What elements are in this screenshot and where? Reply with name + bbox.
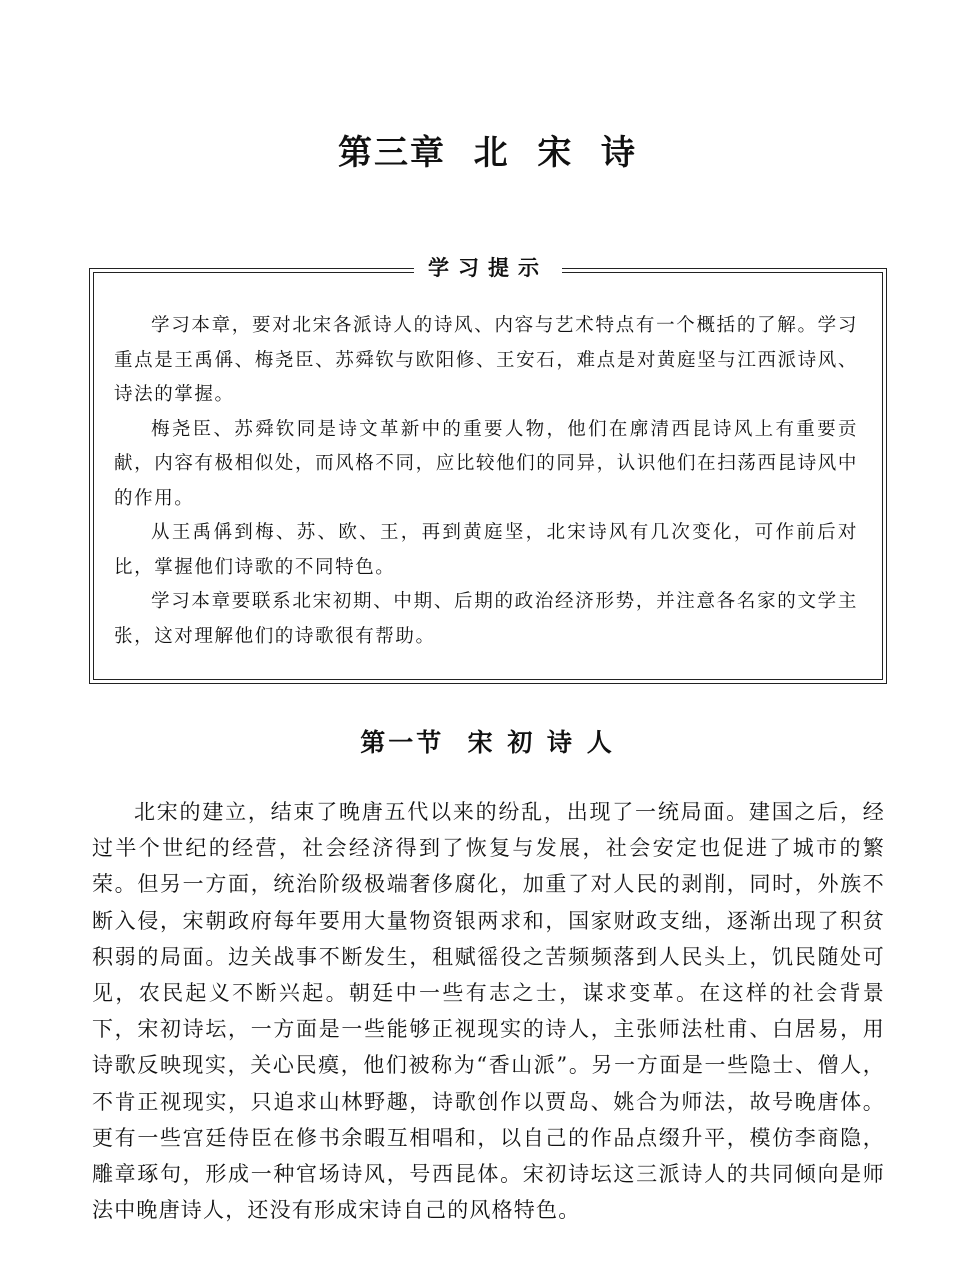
tips-paragraph: 学习本章，要对北宋各派诗人的诗风、内容与艺术特点有一个概括的了解。学习重点是王禹偁、梅尧臣、苏舜钦与欧阳修、王安石，难点是对黄庭坚与江西派诗风、诗法的掌握。 (114, 315, 858, 405)
body-paragraph: 北宋的建立，结束了晚唐五代以来的纷乱，出现了一统局面。建国之后，经过半个世纪的经营，社会经济得到了恢复与发展，社会安定也促进了城市的繁荣。但另一方面，统治阶级极端奢侈腐化，加重了对人民的剥削，同时，外族不断入侵，宋朝政府每年要用大量物资银两求和，国家财政支绌，逐渐出现了积贫积弱的局面。边关战事不断发生，租赋徭役之苦频频落到人民头上，饥民随处可见，农民起义不断兴起。朝廷中一些有志之士，谋求变革。在这样的社会背景下，宋初诗坛，一方面是一些能够正视现实的诗人，主张师法杜甫、白居易，用诗歌反映现实，关心民瘼，他们被称为“香山派”。另一方面是一些隐士、僧人，不肯正视现实，只追求山林野趣，诗歌创作以贾岛、姚合为师法，故号晚唐体。更有一些宫廷侍臣在修书余暇互相唱和，以自己的作品点缀升平，模仿李商隐，雕章琢句，形成一种官场诗风，号西昆体。宋初诗坛这三派诗人的共同倾向是师法中晚唐诗人，还没有形成宋诗自己的风格特色。 (92, 800, 885, 1223)
tips-paragraph: 学习本章要联系北宋初期、中期、后期的政治经济形势，并注意各名家的文学主张，这对理解他们的诗歌很有帮助。 (114, 591, 858, 647)
study-tips-heading: 学习提示 (414, 252, 562, 284)
section-title: 第一节 宋 初 诗 人 (360, 728, 615, 757)
tips-paragraph: 梅尧臣、苏舜钦同是诗文革新中的重要人物，他们在廓清西昆诗风上有重要贡献，内容有极相似处，而风格不同，应比较他们的同异，认识他们在扫荡西昆诗风中的作用。 (114, 418, 858, 509)
chapter-title: 第三章 北 宋 诗 (337, 133, 638, 173)
study-tips-body (114, 309, 858, 654)
section-body (92, 794, 885, 1228)
tips-paragraph: 从王禹偁到梅、苏、欧、王，再到黄庭坚，北宋诗风有几次变化，可作前后对比，掌握他们诗歌的不同特色。 (114, 522, 858, 578)
study-tips-box (89, 256, 887, 684)
